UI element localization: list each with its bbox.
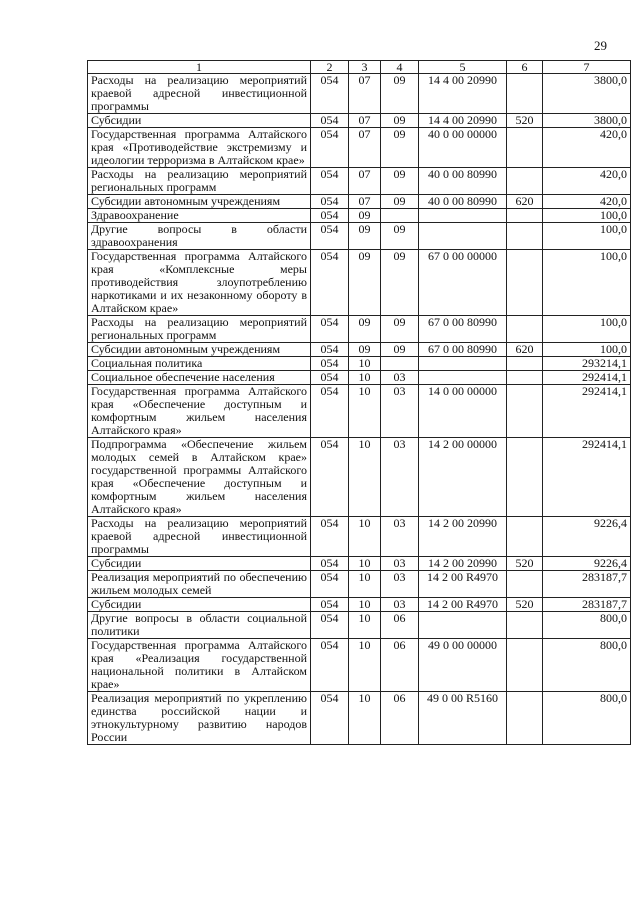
section-code-cell: 07	[349, 168, 381, 195]
row-name-cell: Субсидии автономным учреждениям	[88, 195, 311, 209]
table-row	[88, 557, 631, 571]
expense-type-cell	[507, 517, 543, 557]
section-code-cell: 09	[349, 343, 381, 357]
subsection-code-cell: 09	[381, 168, 419, 195]
amount-cell: 283187,7	[543, 571, 631, 598]
target-article-cell: 14 4 00 20990	[419, 74, 507, 114]
row-name-cell: Субсидии	[88, 598, 311, 612]
table-row	[88, 128, 631, 168]
budget-table	[87, 60, 631, 745]
expense-type-cell: 620	[507, 195, 543, 209]
ministry-code-cell: 054	[311, 128, 349, 168]
amount-cell: 3800,0	[543, 74, 631, 114]
scan-artifact	[430, 878, 470, 890]
section-code-cell: 10	[349, 571, 381, 598]
expense-type-cell	[507, 371, 543, 385]
table-row	[88, 250, 631, 316]
subsection-code-cell: 06	[381, 612, 419, 639]
section-code-cell: 10	[349, 692, 381, 745]
expense-type-cell	[507, 74, 543, 114]
subsection-code-cell: 03	[381, 598, 419, 612]
table-row	[88, 223, 631, 250]
ministry-code-cell: 054	[311, 343, 349, 357]
amount-cell: 293214,1	[543, 357, 631, 371]
section-code-cell: 10	[349, 371, 381, 385]
ministry-code-cell: 054	[311, 438, 349, 517]
column-header-2: 2	[311, 61, 349, 74]
ministry-code-cell: 054	[311, 385, 349, 438]
target-article-cell: 14 4 00 20990	[419, 114, 507, 128]
ministry-code-cell: 054	[311, 168, 349, 195]
row-name-cell: Государственная программа Алтайского края «Комплексные меры противодействия злоупотреблению наркотиками и их незаконному обороту в Алтайском крае»	[88, 250, 311, 316]
amount-cell: 100,0	[543, 250, 631, 316]
ministry-code-cell: 054	[311, 639, 349, 692]
subsection-code-cell: 09	[381, 195, 419, 209]
ministry-code-cell: 054	[311, 250, 349, 316]
ministry-code-cell: 054	[311, 209, 349, 223]
row-name-cell: Реализация мероприятий по обеспечению жильем молодых семей	[88, 571, 311, 598]
expense-type-cell	[507, 571, 543, 598]
expense-type-cell: 620	[507, 343, 543, 357]
section-code-cell: 10	[349, 598, 381, 612]
section-code-cell: 07	[349, 195, 381, 209]
target-article-cell	[419, 209, 507, 223]
expense-type-cell: 520	[507, 114, 543, 128]
ministry-code-cell: 054	[311, 612, 349, 639]
table-row	[88, 639, 631, 692]
ministry-code-cell: 054	[311, 598, 349, 612]
expense-type-cell	[507, 357, 543, 371]
row-name-cell: Расходы на реализацию мероприятий краевой адресной инвестиционной программы	[88, 517, 311, 557]
target-article-cell: 49 0 00 R5160	[419, 692, 507, 745]
section-code-cell: 09	[349, 250, 381, 316]
section-code-cell: 10	[349, 357, 381, 371]
expense-type-cell	[507, 692, 543, 745]
subsection-code-cell: 09	[381, 316, 419, 343]
target-article-cell: 67 0 00 00000	[419, 250, 507, 316]
ministry-code-cell: 054	[311, 517, 349, 557]
subsection-code-cell: 06	[381, 692, 419, 745]
subsection-code-cell: 03	[381, 385, 419, 438]
amount-cell: 100,0	[543, 209, 631, 223]
column-header-6: 6	[507, 61, 543, 74]
row-name-cell: Социальное обеспечение населения	[88, 371, 311, 385]
table-row	[88, 371, 631, 385]
expense-type-cell	[507, 168, 543, 195]
expense-type-cell	[507, 250, 543, 316]
section-code-cell: 07	[349, 114, 381, 128]
column-header-1: 1	[88, 61, 311, 74]
amount-cell: 292414,1	[543, 438, 631, 517]
subsection-code-cell: 09	[381, 114, 419, 128]
target-article-cell: 40 0 00 00000	[419, 128, 507, 168]
table-row	[88, 385, 631, 438]
ministry-code-cell: 054	[311, 114, 349, 128]
row-name-cell: Государственная программа Алтайского края «Реализация государственной национальной политики в Алтайском крае»	[88, 639, 311, 692]
section-code-cell: 10	[349, 639, 381, 692]
subsection-code-cell: 03	[381, 517, 419, 557]
target-article-cell	[419, 371, 507, 385]
subsection-code-cell: 03	[381, 438, 419, 517]
expense-type-cell	[507, 639, 543, 692]
ministry-code-cell: 054	[311, 223, 349, 250]
section-code-cell: 09	[349, 223, 381, 250]
amount-cell: 292414,1	[543, 371, 631, 385]
subsection-code-cell: 03	[381, 571, 419, 598]
ministry-code-cell: 054	[311, 74, 349, 114]
target-article-cell: 49 0 00 00000	[419, 639, 507, 692]
subsection-code-cell: 06	[381, 639, 419, 692]
row-name-cell: Государственная программа Алтайского края «Противодействие экстремизму и идеологии терроризма в Алтайском крае»	[88, 128, 311, 168]
amount-cell: 420,0	[543, 195, 631, 209]
table-row	[88, 517, 631, 557]
table-row	[88, 195, 631, 209]
section-code-cell: 10	[349, 557, 381, 571]
table-row	[88, 571, 631, 598]
section-code-cell: 09	[349, 316, 381, 343]
section-code-cell: 07	[349, 74, 381, 114]
target-article-cell: 40 0 00 80990	[419, 195, 507, 209]
subsection-code-cell: 03	[381, 557, 419, 571]
target-article-cell	[419, 612, 507, 639]
target-article-cell: 14 2 00 20990	[419, 517, 507, 557]
page-number: 29	[594, 38, 607, 53]
table-header-row	[88, 61, 631, 74]
amount-cell: 100,0	[543, 343, 631, 357]
amount-cell: 100,0	[543, 316, 631, 343]
target-article-cell: 14 2 00 00000	[419, 438, 507, 517]
amount-cell: 292414,1	[543, 385, 631, 438]
expense-type-cell	[507, 209, 543, 223]
ministry-code-cell: 054	[311, 557, 349, 571]
section-code-cell: 10	[349, 385, 381, 438]
row-name-cell: Государственная программа Алтайского края «Обеспечение доступным и комфортным жильем населения Алтайского края»	[88, 385, 311, 438]
row-name-cell: Расходы на реализацию мероприятий региональных программ	[88, 168, 311, 195]
table-row	[88, 598, 631, 612]
table-row	[88, 343, 631, 357]
column-header-3: 3	[349, 61, 381, 74]
target-article-cell	[419, 357, 507, 371]
ministry-code-cell: 054	[311, 371, 349, 385]
amount-cell: 9226,4	[543, 557, 631, 571]
subsection-code-cell	[381, 357, 419, 371]
amount-cell: 420,0	[543, 128, 631, 168]
ministry-code-cell: 054	[311, 571, 349, 598]
table-row	[88, 438, 631, 517]
expense-type-cell	[507, 612, 543, 639]
ministry-code-cell: 054	[311, 195, 349, 209]
section-code-cell: 10	[349, 517, 381, 557]
subsection-code-cell	[381, 209, 419, 223]
subsection-code-cell: 09	[381, 223, 419, 250]
row-name-cell: Другие вопросы в области здравоохранения	[88, 223, 311, 250]
subsection-code-cell: 09	[381, 250, 419, 316]
amount-cell: 283187,7	[543, 598, 631, 612]
target-article-cell: 14 0 00 00000	[419, 385, 507, 438]
row-name-cell: Субсидии	[88, 114, 311, 128]
expense-type-cell	[507, 316, 543, 343]
subsection-code-cell: 09	[381, 74, 419, 114]
row-name-cell: Расходы на реализацию мероприятий региональных программ	[88, 316, 311, 343]
amount-cell: 800,0	[543, 612, 631, 639]
expense-type-cell	[507, 128, 543, 168]
column-header-5: 5	[419, 61, 507, 74]
expense-type-cell	[507, 385, 543, 438]
target-article-cell: 14 2 00 R4970	[419, 571, 507, 598]
expense-type-cell	[507, 438, 543, 517]
table-row	[88, 316, 631, 343]
table-row	[88, 612, 631, 639]
expense-type-cell: 520	[507, 598, 543, 612]
subsection-code-cell: 03	[381, 371, 419, 385]
amount-cell: 800,0	[543, 692, 631, 745]
table-row	[88, 692, 631, 745]
section-code-cell: 07	[349, 128, 381, 168]
row-name-cell: Реализация мероприятий по укреплению единства российской нации и этнокультурному развитию народов России	[88, 692, 311, 745]
target-article-cell: 14 2 00 R4970	[419, 598, 507, 612]
table-row	[88, 357, 631, 371]
row-name-cell: Другие вопросы в области социальной политики	[88, 612, 311, 639]
amount-cell: 100,0	[543, 223, 631, 250]
expense-type-cell: 520	[507, 557, 543, 571]
target-article-cell: 67 0 00 80990	[419, 343, 507, 357]
section-code-cell: 10	[349, 612, 381, 639]
ministry-code-cell: 054	[311, 692, 349, 745]
expense-type-cell	[507, 223, 543, 250]
section-code-cell: 10	[349, 438, 381, 517]
row-name-cell: Здравоохранение	[88, 209, 311, 223]
target-article-cell: 14 2 00 20990	[419, 557, 507, 571]
column-header-4: 4	[381, 61, 419, 74]
amount-cell: 9226,4	[543, 517, 631, 557]
row-name-cell: Социальная политика	[88, 357, 311, 371]
ministry-code-cell: 054	[311, 357, 349, 371]
amount-cell: 3800,0	[543, 114, 631, 128]
subsection-code-cell: 09	[381, 343, 419, 357]
ministry-code-cell: 054	[311, 316, 349, 343]
row-name-cell: Субсидии автономным учреждениям	[88, 343, 311, 357]
table-row	[88, 168, 631, 195]
subsection-code-cell: 09	[381, 128, 419, 168]
table-row	[88, 209, 631, 223]
amount-cell: 420,0	[543, 168, 631, 195]
row-name-cell: Подпрограмма «Обеспечение жильем молодых семей в Алтайском крае» государственной программы Алтайского края «Обеспечение доступным и комфортным жильем населения Алтайского края»	[88, 438, 311, 517]
row-name-cell: Субсидии	[88, 557, 311, 571]
target-article-cell: 40 0 00 80990	[419, 168, 507, 195]
section-code-cell: 09	[349, 209, 381, 223]
target-article-cell	[419, 223, 507, 250]
table-row	[88, 114, 631, 128]
amount-cell: 800,0	[543, 639, 631, 692]
target-article-cell: 67 0 00 80990	[419, 316, 507, 343]
table-row	[88, 74, 631, 114]
column-header-7: 7	[543, 61, 631, 74]
row-name-cell: Расходы на реализацию мероприятий краевой адресной инвестиционной программы	[88, 74, 311, 114]
